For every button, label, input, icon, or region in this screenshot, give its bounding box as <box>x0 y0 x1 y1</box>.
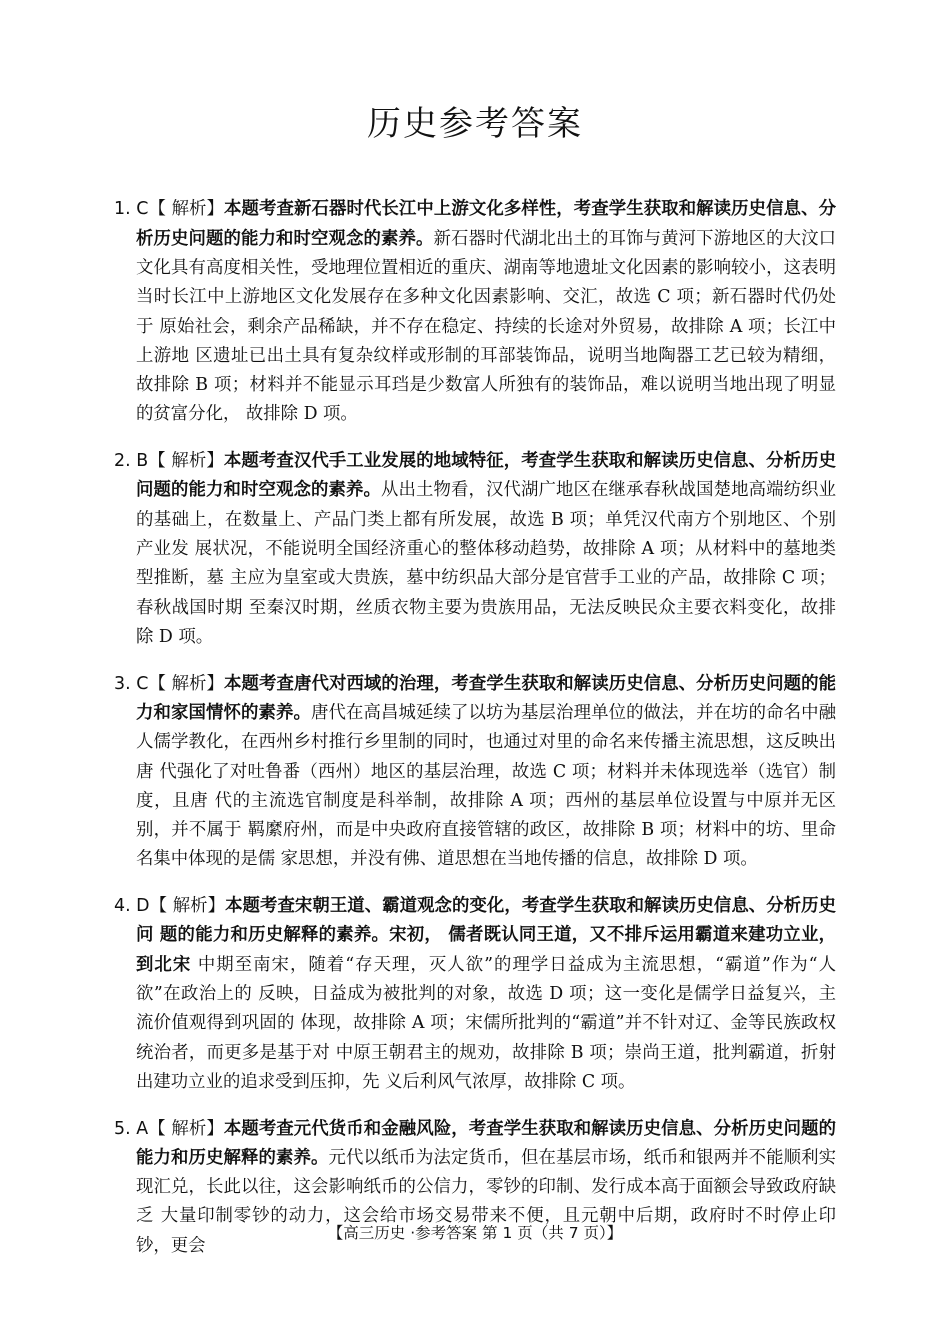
answer-body: 从出土物看，汉代湖广地区在继承春秋战国楚地高端纺织业 的基础上，在数量上、产品门类上都有所发展，故选 B 项；单凭汉代南方个别地区、个别产业发 展状况，不能说明全国经济重心的整体移动趋势，故排除 A 项；从材料中的墓地类型推断，墓 主应为皇室或大贵族，墓中纺织品大部分是官营手工业的产品，故排除 C 项；春秋战国时期 至秦汉时期，丝质衣物主要为贵族用品，无法反映民众主要衣料变化，故排除 D 项。 <box>136 480 836 647</box>
answer-intro: 本题考查元代货币和金融风险，考查学生获取和解读历史信息、分析历史问题的 能力和历史解释的素养。 <box>136 1118 836 1168</box>
answer-label: 5. A【 解析】 <box>114 1118 224 1139</box>
answer-intro: 本题考查宋朝王道、霸道观念的变化，考查学生获取和解读历史信息、分析历史问 题的能力和历史解释的素养。宋初， 儒者既认同王道，又不排斥运用霸道来建功立业，到北宋 <box>136 896 836 975</box>
answer-label: 3. C【 解析】 <box>114 673 225 694</box>
answer-intro: 本题考查汉代手工业发展的地域特征，考查学生获取和解读历史信息、分析历史 问题的能力和时空观念的素养。 <box>136 451 836 501</box>
answer-item-1 <box>114 195 836 429</box>
answer-body: 唐代在高昌城延续了以坊为基层治理单位的做法，并在坊的命名中融 人儒学教化，在西州乡村推行乡里制的同时，也通过对里的命名来传播主流思想，这反映出唐 代强化了对吐鲁番（西州）地区的基层治理，故选 C 项；材料并未体现选举（选官）制度，且唐 代的主流选官制度是科举制，故排除 A 项；西州的基层单位设置与中原并无区别，并不属于 羁縻府州，而是中央政府直接管辖的政区，故排除 B 项；材料中的坊、里命名集中体现的是儒 家思想，并没有佛、道思想在当地传播的信息，故排除 D 项。 <box>136 702 836 870</box>
answer-label: 4. D【 解析】 <box>114 896 226 917</box>
page-title: 历史参考答案 <box>367 104 583 144</box>
answer-label: 1. C【 解析】 <box>114 199 225 220</box>
answer-body: 中期至南宋，随着“存天理，灭人欲”的理学日益成为主流思想，“霸道”作为“人欲”在政治上的 反映，日益成为被批判的对象，故选 D 项；这一变化是儒学日益复兴，主流价值观得到巩固的 体现，故排除 A 项；宋儒所批判的“霸道”并不针对辽、金等民族政权统治者，而更多是基于对 中原王朝君主的规劝，故排除 B 项；崇尚王道，批判霸道，折射出建功立业的追求受到压抑，先 义后利风气浓厚，故排除 C 项。 <box>136 954 836 1092</box>
page-footer: 【高三历史 ·参考答案 第 1 页（共 7 页）】 <box>327 1224 623 1242</box>
answer-body: 元代以纸币为法定货币，但在基层市场，纸币和银两并不能顺利实 现汇兑，长此以往，这会影响纸币的公信力，零钞的印制、发行成本高于面额会导致政府缺乏 大量印制零钞的动力，这会给市场交易带来不便，且元朝中后期，政府时不时停止印钞，更会 <box>136 1147 836 1256</box>
answer-body: 新石器时代湖北出土的耳饰与黄河下游地区的大汶口文化具有高度相关性，受地理位置相近的重庆、湖南等地遗址文化因素的影响较小，这表明当时长江中上游地区文化发展存在多种文化因素影响、交汇，故选 C 项；新石器时代仍处于 原始社会，剩余产品稀缺，并不存在稳定、持续的长途对外贸易，故排除 A 项；长江中上游地 区遗址已出土具有复杂纹样或形制的耳部装饰品，说明当地陶器工艺已较为精细，故排除 B 项；材料并不能显示耳珰是少数富人所独有的装饰品，难以说明当地出现了明显的贫富分化， 故排除 D 项。 <box>136 228 836 425</box>
answer-item-4 <box>114 892 836 1097</box>
answer-intro: 本题考查新石器时代长江中上游文化多样性，考查学生获取和解读历史信息、分析历史问题的能力和时空观念的素养。 <box>136 199 836 249</box>
answer-intro: 本题考查唐代对西域的治理，考查学生获取和解读历史信息、分析历史问题的能 力和家国情怀的素养。 <box>136 673 836 723</box>
answer-label: 2. B【 解析】 <box>114 451 224 472</box>
answer-item-3 <box>114 670 836 875</box>
answer-item-2 <box>114 447 836 652</box>
answer-list <box>114 178 836 1274</box>
